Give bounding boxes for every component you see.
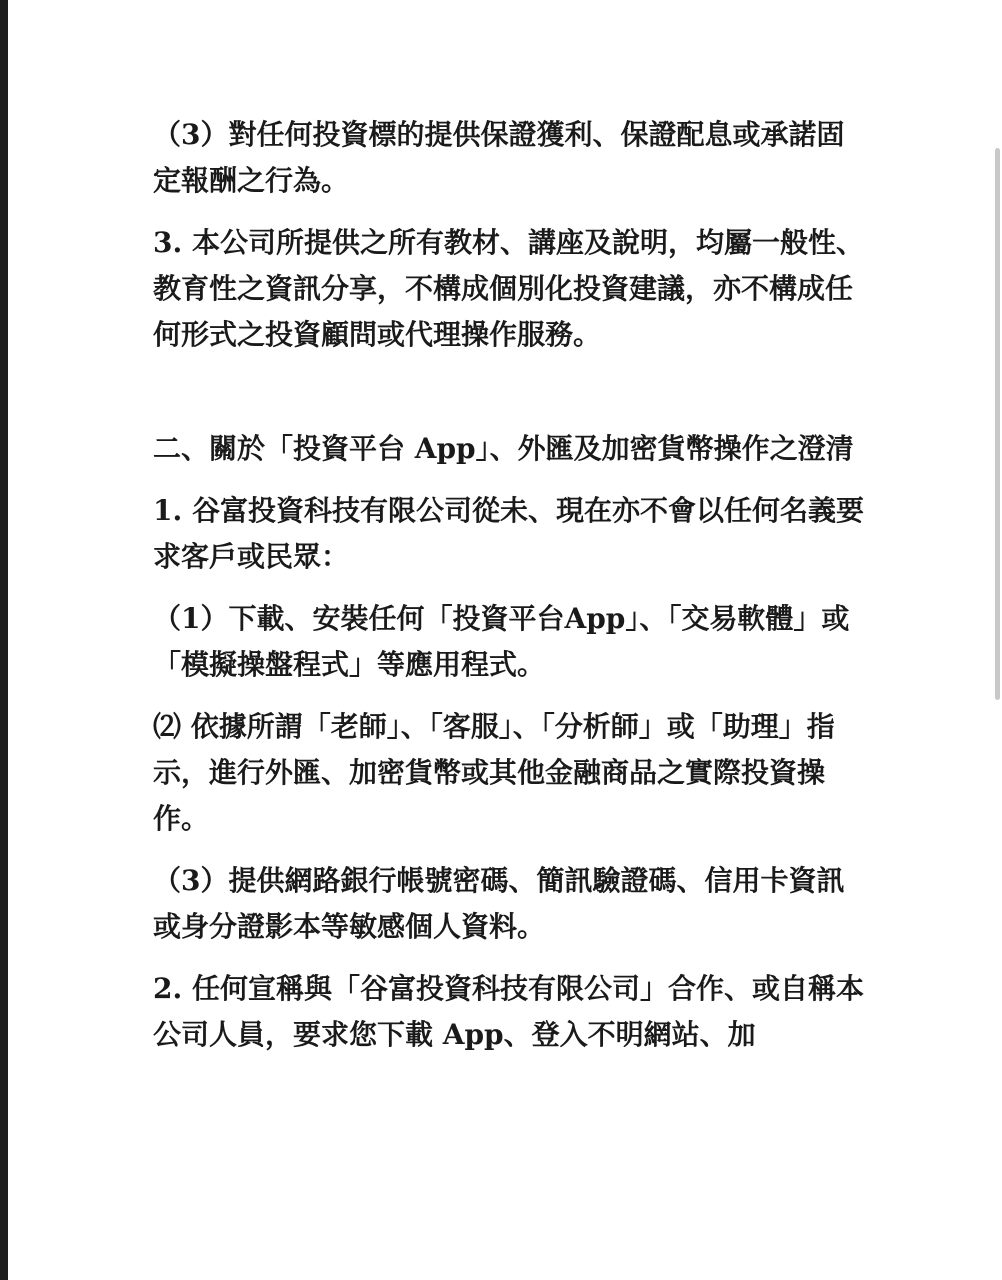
scrollbar-thumb[interactable] [995, 148, 1000, 700]
clause-1-2: ⑵ 依據所謂「老師」、「客服」、「分析師」或「助理」指示，進行外匯、加密貨幣或其他金融商品之實際投資操作。 [153, 710, 835, 835]
section-spacer [153, 374, 865, 426]
item-2-statement: 2. 任何宣稱與「谷富投資科技有限公司」合作、或自稱本公司人員，要求您下載 App、登入不明網站、加 [153, 972, 864, 1051]
clause-1-3: （3）提供網路銀行帳號密碼、簡訊驗證碼、信用卡資訊或身分證影本等敏感個人資料。 [153, 864, 845, 943]
clause-1-1: （1）下載、安裝任何「投資平台App」、「交易軟體」或「模擬操盤程式」等應用程式。 [153, 602, 850, 681]
clause-3-3: （3）對任何投資標的提供保證獲利、保證配息或承諾固定報酬之行為。 [153, 118, 845, 197]
document-content [153, 112, 865, 1074]
left-edge-bar [0, 0, 8, 1280]
section-2-heading: 二、關於「投資平台 App」、外匯及加密貨幣操作之澄清 [153, 432, 854, 465]
scrollbar[interactable] [994, 0, 1002, 1280]
item-3-disclaimer: 3. 本公司所提供之所有教材、講座及說明，均屬一般性、教育性之資訊分享，不構成個別化投資建議，亦不構成任何形式之投資顧問或代理操作服務。 [153, 226, 864, 351]
item-1-statement: 1. 谷富投資科技有限公司從未、現在亦不會以任何名義要求客戶或民眾： [153, 494, 864, 573]
